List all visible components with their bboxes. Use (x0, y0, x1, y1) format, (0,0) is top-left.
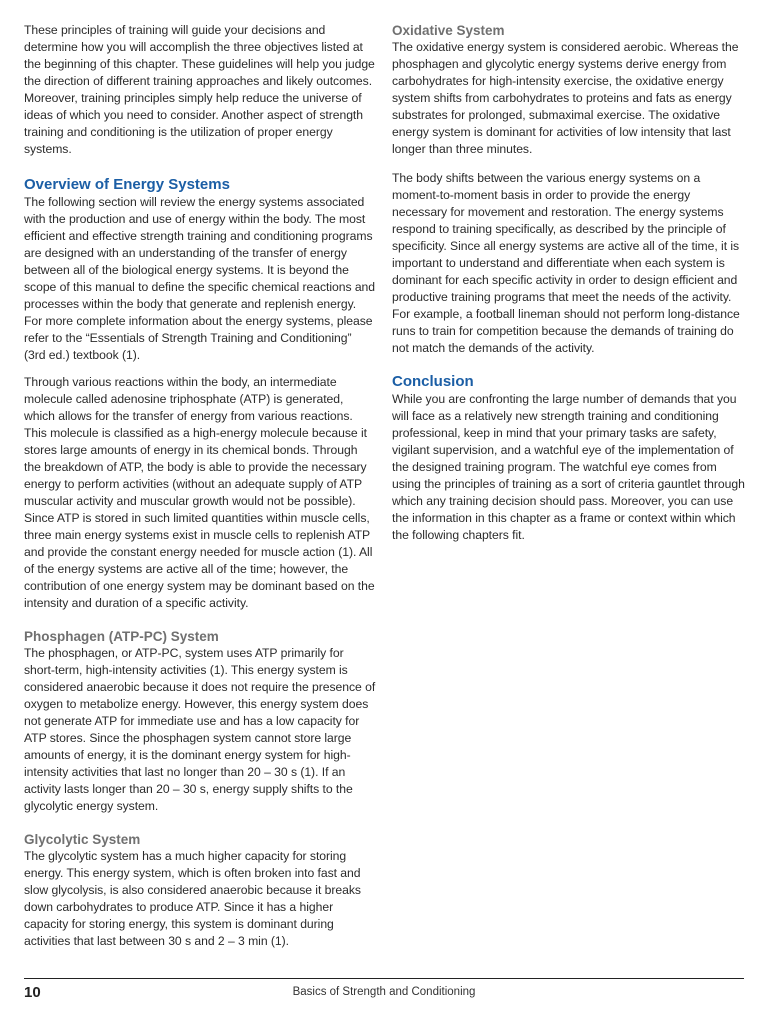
phosphagen-paragraph: The phosphagen, or ATP-PC, system uses ATP primarily for short-term, high-intensity activities (1). This energy system is considered anaerobic because it does not require the presence of oxygen to metabolize energy. However, this energy system does not generate ATP for immediate use and has a low capacity for ATP stores. Since the phosphagen system cannot store large amounts of energy, it is the dominant energy system for high-intensity activities that last no longer than 20 – 30 s (1). If an activity lasts longer than 20 – 30 s, energy supply shifts to the glycolytic energy system. (24, 646, 376, 813)
energy-shift-paragraph: The body shifts between the various energy systems on a moment-to-moment basis in order to provide the energy necessary for movement and restoration. The energy systems respond to training specifically, as described by the principle of specificity. Since all energy systems are active all of the time, it is important to understand and differentiate when each system is dominant for each specific activity in order to design efficient and productive training programs that meet the needs of the activity. For example, a football lineman should not perform long-distance runs to train for competition because the demands of training do not match the demands of the activity. (392, 171, 740, 355)
overview-heading: Overview of Energy Systems (24, 176, 230, 193)
glycolytic-heading: Glycolytic System (24, 832, 141, 847)
footer-rule (24, 978, 744, 979)
oxidative-heading: Oxidative System (392, 23, 505, 38)
phosphagen-section (24, 628, 376, 815)
conclusion-paragraph: While you are confronting the large number of demands that you will face as a relatively new strength training and conditioning professional, keep in mind that your primary tasks are safety, vigilant supervision, and a watchful eye of the implementation of the designed training program. The watchful eye comes from using the principles of training as a sort of criteria gauntlet through which any training decision should pass. Moreover, you can use the information in this chapter as a frame or context within which the following chapters fit. (392, 392, 745, 542)
overview-paragraph-1: The following section will review the energy systems associated with the production and use of energy within the body. The most efficient and effective strength training and conditioning programs are designed with an understanding of the transfer of energy between all of the biological energy systems. It is beyond the scope of this manual to define the specific chemical reactions and processes within the body that generate and replenish energy. For more complete information about the energy systems, please refer to the “Essentials of Strength Training and Conditioning” (3rd ed.) textbook (1). (24, 195, 376, 362)
oxidative-section (392, 22, 748, 158)
conclusion-section (392, 373, 748, 544)
conclusion-heading: Conclusion (392, 373, 474, 390)
left-column (24, 22, 376, 950)
overview-paragraph-2: Through various reactions within the body, an intermediate molecule called adenosine triphosphate (ATP) is generated, which allows for the transfer of energy from various reactions. This molecule is classified as a high-energy molecule because it stores large amounts of energy in its chemical bonds. Through the breakdown of ATP, the body is able to provide the necessary energy to perform activities (without an adequate supply of ATP muscular activity and muscular growth would not be possible). Since ATP is stored in such limited quantities within muscle cells, three main energy systems exist in muscle cells to replenish ATP and provide the constant energy needed for muscle action (1). All of the energy systems are active all of the time; however, the contribution of one energy system may be dominant based on the intensity and duration of a specific activity. (24, 375, 375, 610)
intro-paragraph: These principles of training will guide your decisions and determine how you will accomplish the three objectives listed at the beginning of this chapter. These guidelines will help you judge the direction of different training approaches and likely outcomes. Moreover, training principles simply help reduce the universe of ideas of which you need to consider. Another aspect of strength training and conditioning is the utilization of proper energy systems. (24, 23, 375, 156)
oxidative-paragraph: The oxidative energy system is considered aerobic. Whereas the phosphagen and glycolytic energy systems derive energy from carbohydrates for high-intensity exercise, the oxidative energy system shifts from carbohydrates to proteins and fats as energy substrates for prolonged, submaximal exercise. The oxidative energy system is dominant for activities of low intensity that last longer than three minutes. (392, 40, 739, 156)
running-title: Basics of Strength and Conditioning (292, 986, 476, 998)
overview-section (24, 176, 376, 612)
glycolytic-paragraph: The glycolytic system has a much higher capacity for storing energy. This energy system, which is often broken into fast and slow glycolysis, is also considered anaerobic because it breaks down carbohydrates to produce ATP. Since it has a higher capacity for storing energy, this system is dominant during activities that last between 30 s and 2 – 3 min (1). (24, 849, 361, 948)
right-column (392, 22, 748, 544)
glycolytic-section (24, 831, 376, 950)
page-number: 10 (24, 984, 41, 1001)
phosphagen-heading: Phosphagen (ATP-PC) System (24, 629, 219, 644)
